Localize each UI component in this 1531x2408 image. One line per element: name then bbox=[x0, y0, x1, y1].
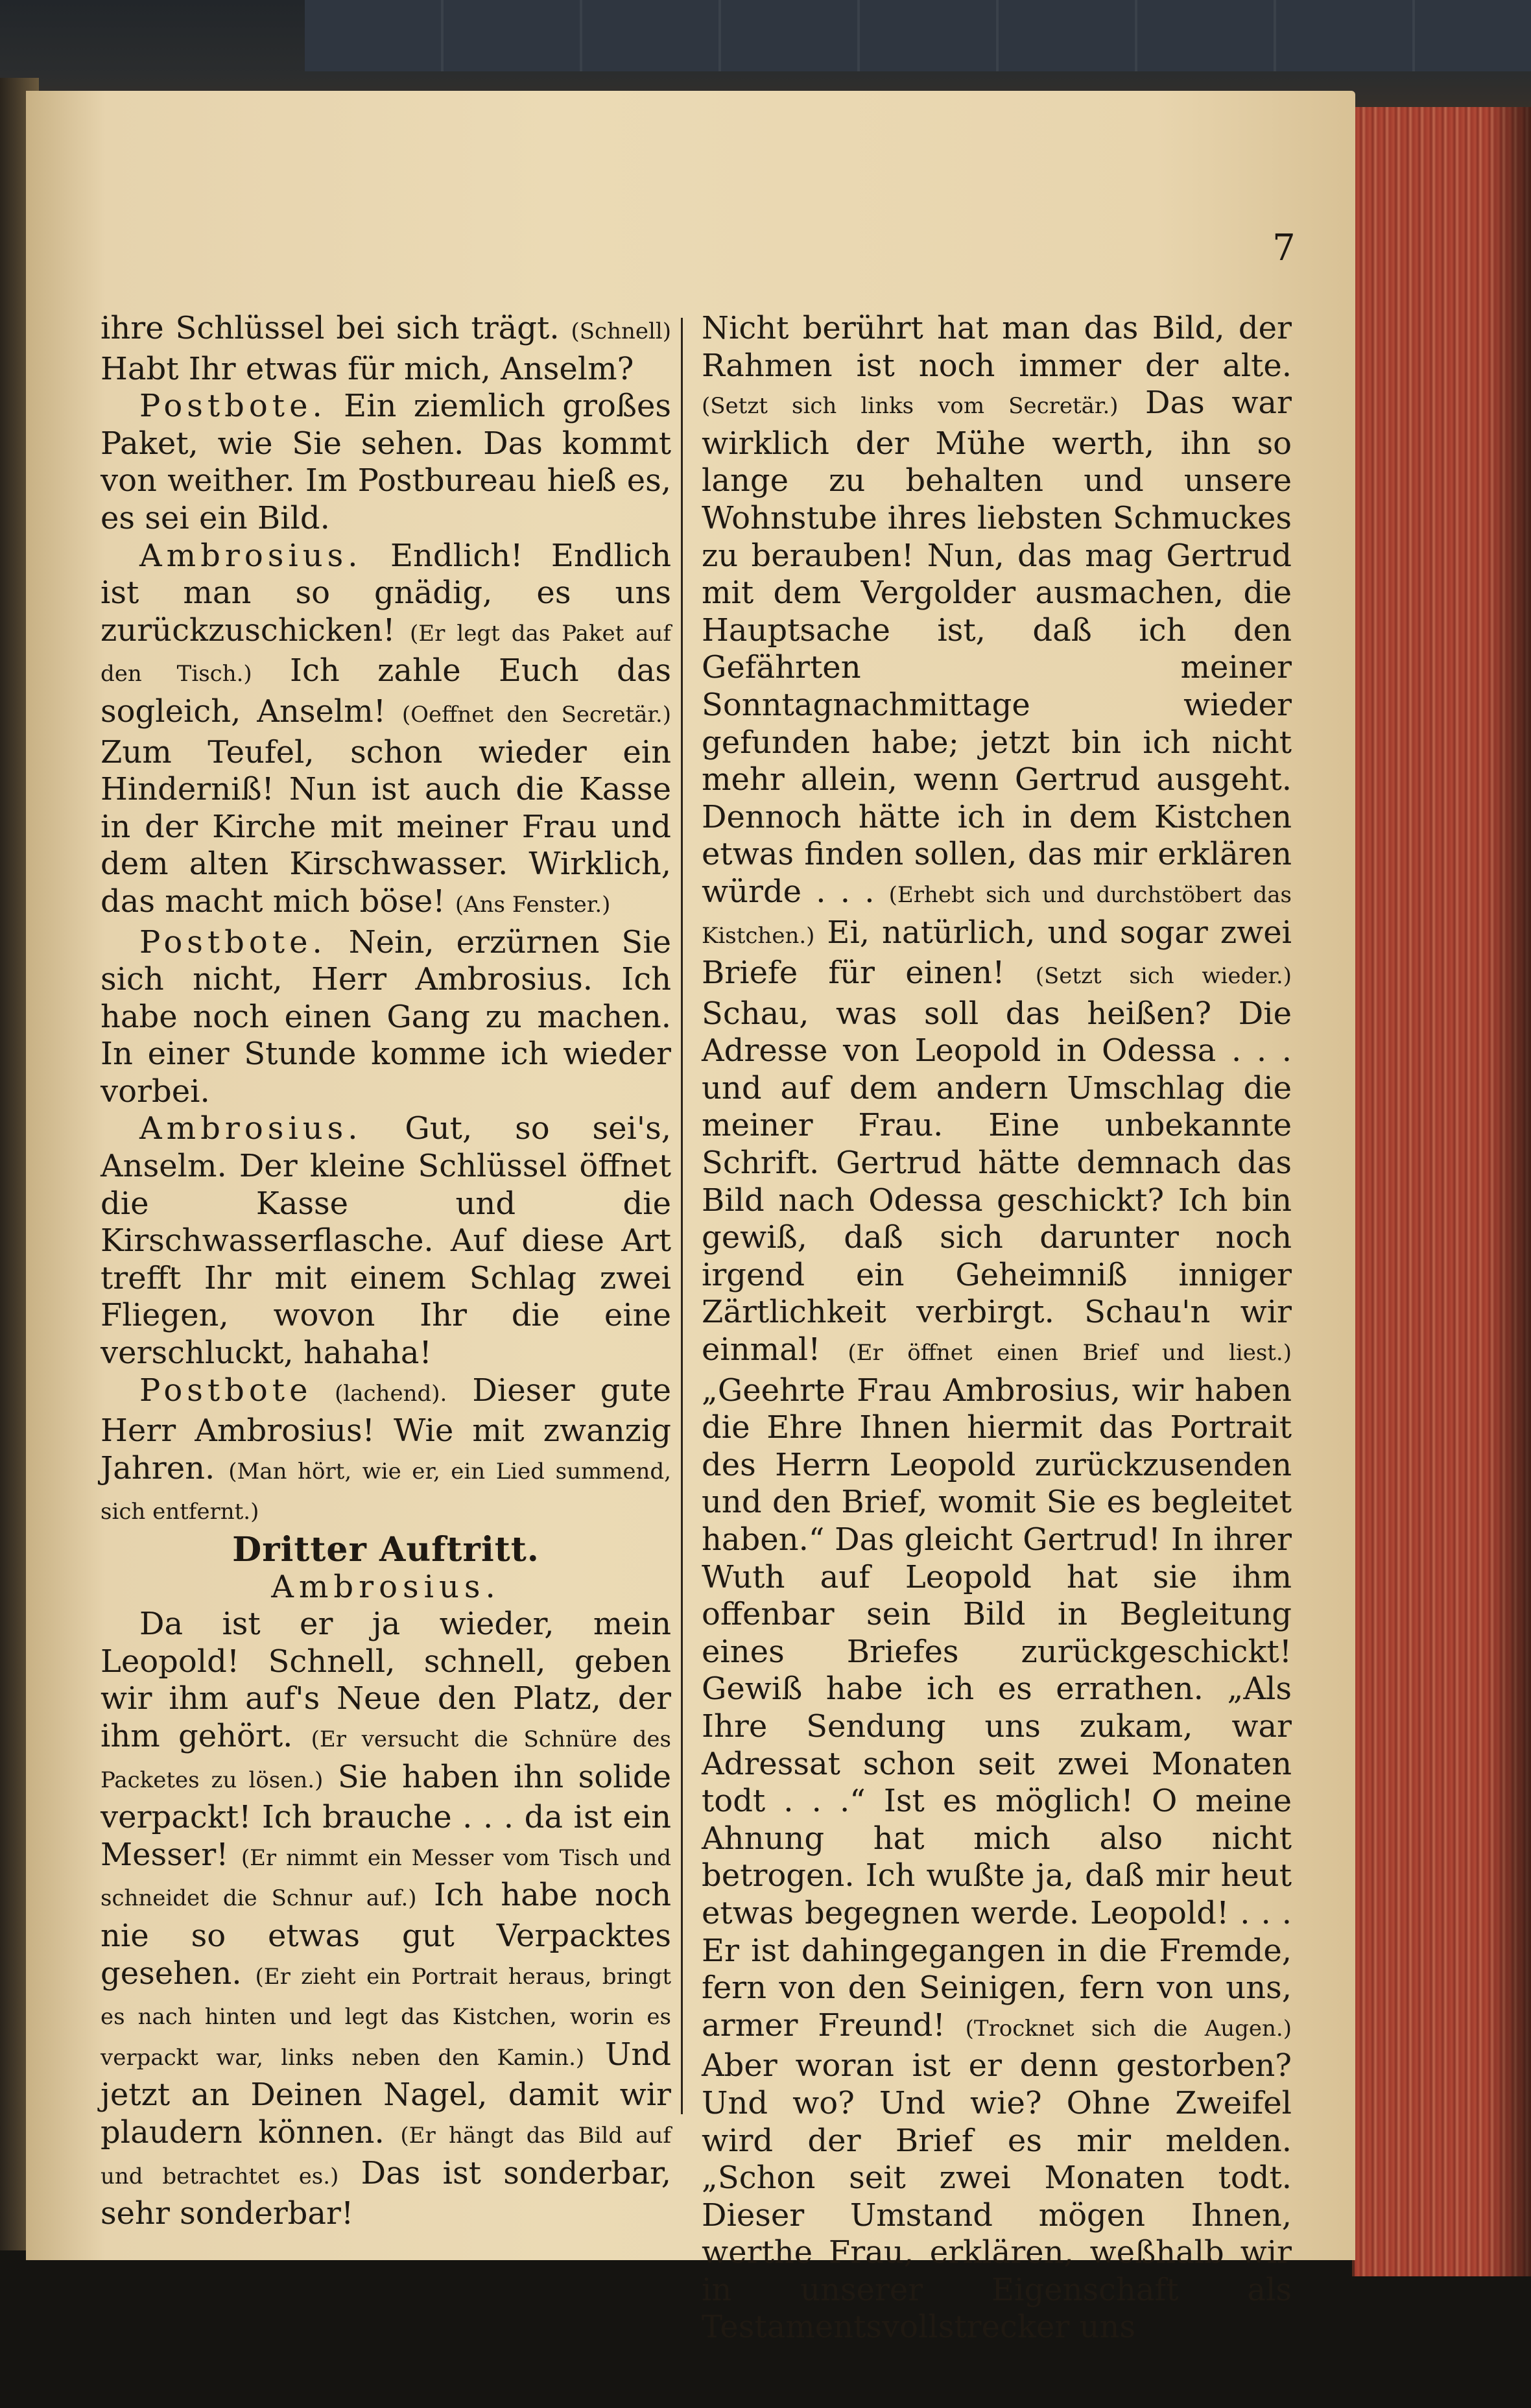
right-column bbox=[702, 310, 1292, 2346]
stage-direction: (Er versucht die Schnüre des Packetes zu lösen.) bbox=[101, 1726, 671, 1793]
speech-paragraph: Postbote (lachend). Dieser gute Herr Ambrosius! Wie mit zwanzig Jahren. (Man hört, wie er, ein Lied summend, sich entfernt.) bbox=[101, 1372, 672, 1525]
speech-paragraph: Postbote. Ein ziemlich großes Paket, wie Sie sehen. Das kommt von weither. Im Postbureau hieß es, es sei ein Bild. bbox=[101, 388, 671, 536]
stage-direction: (Trocknet sich die Augen.) bbox=[965, 2015, 1292, 2042]
stage-direction: (Er nimmt ein Messer vom Tisch und schneidet die Schnur auf.) bbox=[101, 1844, 671, 1912]
stage-direction: (Oeffnet den Secretär.) bbox=[401, 701, 671, 728]
stage-direction: (lachend). bbox=[312, 1380, 447, 1407]
speaker-name: Ambrosius. bbox=[139, 537, 362, 574]
stage-direction: (Er legt das Paket auf den Tisch.) bbox=[101, 620, 672, 687]
speaker-name: Postbote bbox=[139, 1372, 313, 1409]
speaker-name: Postbote. bbox=[139, 388, 327, 425]
speaker-name: Ambrosius. bbox=[139, 1110, 362, 1147]
stage-direction: (Erhebt sich und durchstöbert das Kistchen.) bbox=[702, 881, 1292, 949]
stage-direction: (Setzt sich wieder.) bbox=[1035, 963, 1292, 990]
stage-direction: (Ans Fenster.) bbox=[455, 891, 611, 918]
stage-direction: (Man hört, wie er, ein Lied summend, sich entfernt.) bbox=[101, 1458, 671, 1525]
paragraph: ihre Schlüssel bei sich trägt. (Schnell) Habt Ihr etwas für mich, Anselm? bbox=[101, 310, 671, 387]
book-spine bbox=[305, 0, 1531, 71]
page-edges bbox=[1352, 107, 1531, 2276]
speech-paragraph: Postbote. Nein, erzürnen Sie sich nicht, Herr Ambrosius. Ich habe noch einen Gang zu machen. In einer Stunde komme ich wieder vorbei. bbox=[101, 924, 671, 1110]
left-column bbox=[101, 310, 671, 2233]
stage-direction: (Schnell) bbox=[571, 318, 671, 344]
speech-paragraph: Ambrosius. Gut, so sei's, Anselm. Der kleine Schlüssel öffnet die Kasse und die Kirschwasserflasche. Auf diese Art trefft Ihr mit einem Schlag zwei Fliegen, wovon Ihr die eine verschluckt, hahaha! bbox=[101, 1110, 671, 1372]
speaker-name: Postbote. bbox=[139, 924, 327, 960]
speech-paragraph: Ambrosius. Endlich! Endlich ist man so gnädig, es uns zurückzuschicken! (Er legt das Paket auf den Tisch.) Ich zahle Euch das sogleich, Anselm! (Oeffnet den Secretär.) Zum Teufel, schon wieder ein Hinderniß! Nun ist auch die Kasse in der Kirche mit meiner Frau und dem alten Kirschwasser. Wirklich, das macht mich böse! (Ans Fenster.) bbox=[101, 537, 672, 920]
scene-speaker: Ambrosius. bbox=[271, 1568, 501, 1605]
paragraph: Nicht berührt hat man das Bild, der Rahmen ist noch immer der alte. (Setzt sich links vom Secretär.) Das war wirklich der Mühe werth, ihn so lange zu behalten und unsere Wohnstube ihres liebsten Schmuckes zu berauben! Nun, das mag Gertrud mit dem Vergolder ausmachen, die Hauptsache ist, daß ich den Gefährten meiner Sonntagnachmittage wieder gefunden habe; jetzt bin ich nicht mehr allein, wenn Gertrud ausgeht. Dennoch hätte ich in dem Kistchen etwas finden sollen, das mir erklären würde . . . (Erhebt sich und durchstöbert das Kistchen.) Ei, natürlich, und sogar zwei Briefe für einen! (Setzt sich wieder.) Schau, was soll das heißen? Die Adresse von Leopold in Odessa . . . und auf dem andern Umschlag die meiner Frau. Eine unbekannte Schrift. Gertrud hätte demnach das Bild nach Odessa geschickt? Ich bin gewiß, daß sich darunter noch irgend ein Geheimniß inniger Zärtlichkeit verbirgt. Schau'n wir einmal! (Er öffnet einen Brief und liest.) „Geehrte Frau Ambrosius, wir haben die Ehre Ihnen hiermit das Portrait des Herrn Leopold zurückzusenden und den Brief, womit Sie es begleitet haben.“ Das gleicht Gertrud! In ihrer Wuth auf Leopold hat sie ihm offenbar sein Bild in Begleitung eines Briefes zurückgeschickt! Gewiß habe ich es errathen. „Als Ihre Sendung uns zukam, war Adressat schon seit zwei Monaten todt . . .“ Ist es möglich! O meine Ahnung hat mich also nicht betrogen. Ich wußte ja, daß mir heut etwas begegnen werde. Leopold! . . . Er ist dahingegangen in die Fremde, fern von den Seinigen, fern von uns, armer Freund! (Trocknet sich die Augen.) Aber woran ist er denn gestorben? Und wo? Und wie? Ohne Zweifel wird der Brief es mir melden. „Schon seit zwei Monaten todt. Dieser Umstand mögen Ihnen, werthe Frau, erklären, weßhalb wir in unserer Eigenschaft als Testamentsvollstrecker uns bbox=[702, 310, 1292, 2346]
stage-direction: (Er hängt das Bild auf und betrachtet es.) bbox=[101, 2122, 671, 2189]
stage-direction: (Setzt sich links vom Secretär.) bbox=[702, 393, 1119, 420]
stage-direction: (Er zieht ein Portrait heraus, bringt es nach hinten und legt das Kistchen, worin es verpackt war, links neben den Kamin.) bbox=[101, 1963, 672, 2071]
stage-direction: (Er öffnet einen Brief und liest.) bbox=[848, 1340, 1292, 1366]
scene-heading: Dritter Auftritt. bbox=[232, 1530, 540, 1569]
speech-paragraph: Da ist er ja wieder, mein Leopold! Schnell, schnell, geben wir ihm auf's Neue den Platz, der ihm gehört. (Er versucht die Schnüre des Packetes zu lösen.) Sie haben ihn solide verpackt! Ich brauche . . . da ist ein Messer! (Er nimmt ein Messer vom Tisch und schneidet die Schnur auf.) Ich habe noch nie so etwas gut Verpacktes gesehen. (Er zieht ein Portrait heraus, bringt es nach hinten und legt das Kistchen, worin es verpackt war, links neben den Kamin.) Und jetzt an Deinen Nagel, damit wir plaudern können. (Er hängt das Bild auf und betrachtet es.) Das ist sonderbar, sehr sonderbar! bbox=[101, 1606, 672, 2232]
column-divider bbox=[681, 318, 683, 2114]
page-number: 7 bbox=[1272, 227, 1296, 269]
